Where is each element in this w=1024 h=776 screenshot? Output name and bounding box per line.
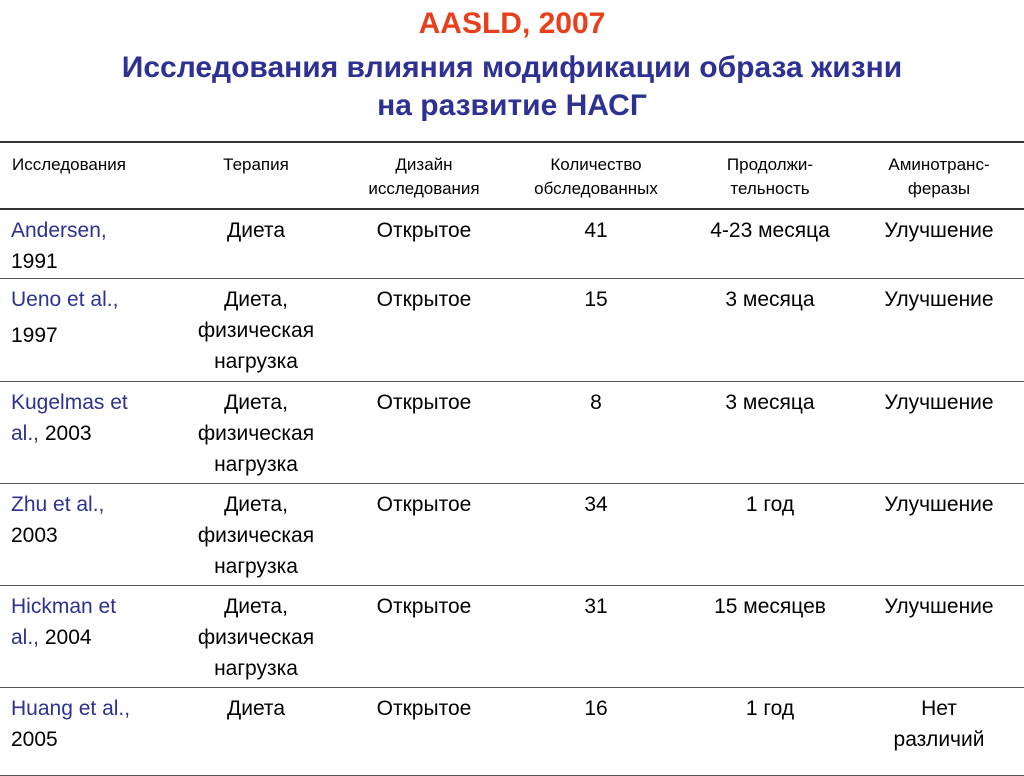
author-name: Zhu et al., xyxy=(11,492,105,516)
therapy-cell: Диета, физическая нагрузка xyxy=(170,483,342,585)
column-header-design: Дизайн исследования xyxy=(342,142,506,209)
count-cell: 16 xyxy=(506,687,686,775)
result-cell: Улучшение xyxy=(854,209,1024,278)
design-cell: Открытое xyxy=(342,381,506,483)
result-cell: Нет различий xyxy=(854,687,1024,775)
therapy-cell: Диета, физическая нагрузка xyxy=(170,585,342,687)
study-year: 2003 xyxy=(44,421,92,445)
result-cell: Улучшение xyxy=(854,585,1024,687)
duration-cell: 15 месяцев xyxy=(686,585,854,687)
duration-cell: 4-23 месяца xyxy=(686,209,854,278)
column-header-enzymes: Аминотранс- феразы xyxy=(854,142,1024,209)
study-year: 2005 xyxy=(11,727,58,751)
design-cell: Открытое xyxy=(342,687,506,775)
table-row xyxy=(0,209,1024,278)
study-cell xyxy=(0,381,170,483)
page-title-line-1: Исследования влияния модификации образа жизни xyxy=(121,51,903,84)
result-cell: Улучшение xyxy=(854,483,1024,585)
author-name: Kugelmas et xyxy=(11,390,128,414)
study-cell xyxy=(0,585,170,687)
studies-table xyxy=(0,141,1024,776)
study-year: 2003 xyxy=(11,523,58,547)
result-cell: Улучшение xyxy=(854,278,1024,381)
source-label: AASLD, 2007 xyxy=(418,7,606,40)
author-name: Huang et al., xyxy=(11,696,131,720)
study-year: 1991 xyxy=(11,250,58,273)
study-cell xyxy=(0,209,170,278)
study-year: 1997 xyxy=(11,323,58,347)
count-cell: 15 xyxy=(506,278,686,381)
author-name-cont: al., xyxy=(11,421,40,445)
result-cell: Улучшение xyxy=(854,381,1024,483)
study-cell xyxy=(0,687,170,775)
count-cell: 31 xyxy=(506,585,686,687)
duration-cell: 1 год xyxy=(686,483,854,585)
therapy-cell: Диета, физическая нагрузка xyxy=(170,278,342,381)
table-row xyxy=(0,483,1024,585)
design-cell: Открытое xyxy=(342,209,506,278)
duration-cell: 1 год xyxy=(686,687,854,775)
author-name: Ueno et al., xyxy=(11,287,119,311)
column-header-count: Количество обследованных xyxy=(506,142,686,209)
column-header-study: Исследования xyxy=(0,142,170,209)
author-name: Andersen, xyxy=(11,219,107,242)
design-cell: Открытое xyxy=(342,278,506,381)
count-cell: 41 xyxy=(506,209,686,278)
duration-cell: 3 месяца xyxy=(686,381,854,483)
therapy-cell: Диета xyxy=(170,209,342,278)
design-cell: Открытое xyxy=(342,585,506,687)
therapy-cell: Диета, физическая нагрузка xyxy=(170,381,342,483)
page-title-line-2: на развитие НАСГ xyxy=(377,89,647,122)
table-row xyxy=(0,278,1024,381)
count-cell: 8 xyxy=(506,381,686,483)
column-header-therapy: Терапия xyxy=(170,142,342,209)
column-header-duration: Продолжи- тельность xyxy=(686,142,854,209)
therapy-cell: Диета xyxy=(170,687,342,775)
author-name-cont: al., xyxy=(11,625,40,649)
author-name: Hickman et xyxy=(11,594,117,618)
count-cell: 34 xyxy=(506,483,686,585)
table-header-row xyxy=(0,142,1024,209)
design-cell: Открытое xyxy=(342,483,506,585)
table-row xyxy=(0,381,1024,483)
table-row xyxy=(0,585,1024,687)
study-cell xyxy=(0,278,170,381)
study-year: 2004 xyxy=(44,625,92,649)
table-row xyxy=(0,687,1024,775)
study-cell xyxy=(0,483,170,585)
duration-cell: 3 месяца xyxy=(686,278,854,381)
